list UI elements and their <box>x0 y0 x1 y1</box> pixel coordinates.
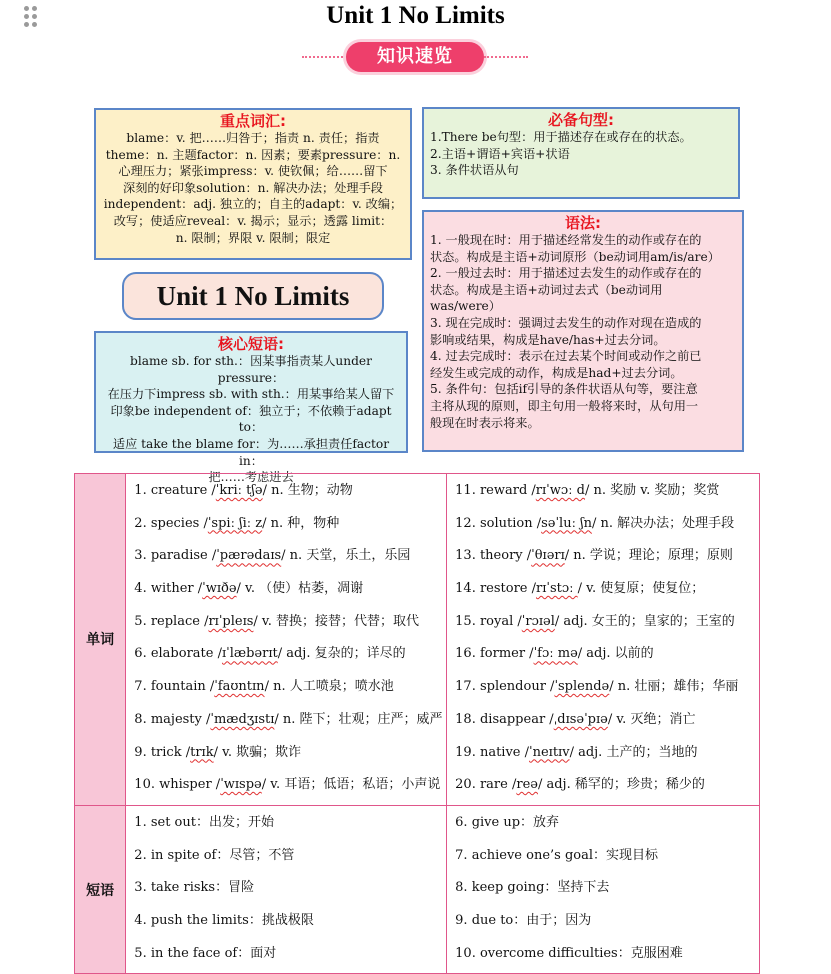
word-entry <box>455 707 759 740</box>
word-phonetic: rɪˈpleɪs <box>208 613 254 629</box>
phrase-entry: 6. give up：放弃 <box>455 814 560 830</box>
word-entry <box>134 478 446 511</box>
word-headword: 4. wither / <box>134 581 203 597</box>
sentence-patterns-text: 1.There be句型：用于描述存在或存在的状态。 2.主语+谓语+宾语+状语 3. 条件状语从句 <box>430 130 692 178</box>
word-entry <box>134 674 446 707</box>
word-definition: / n. 陛下；壮观；庄严；威严 <box>274 711 443 727</box>
section-banner <box>300 42 530 72</box>
phrase-entry: 1. set out：出发；开始 <box>134 814 274 830</box>
word-entry <box>455 641 759 674</box>
word-definition: / adj. 稀罕的；珍贵；稀少的 <box>537 777 705 793</box>
word-phonetic: ˈspiː ʃiː z <box>207 515 263 531</box>
word-entry <box>455 543 759 576</box>
key-vocabulary-text: blame：v. 把……归咎于；指责 n. 责任；指责 theme：n. 主题factor：n. 因素；要素pressure：n. 心理压力；紧张impress：v. 使钦佩；给……留下 深刻的好印象solution：n. 解决办法；处理手段 independent：adj. 独立的；自主的adapt：v. 改编； 改写；使适应reveal：v. 揭示；显示；透露 limit： n. 限制；界限 v. 限制；限定 <box>103 131 403 245</box>
word-definition: / v. 使复原；使复位； <box>577 581 705 597</box>
word-entry <box>134 641 446 674</box>
word-headword: 10. whisper / <box>134 777 221 793</box>
banner-divider-left <box>302 56 346 58</box>
word-headword: 6. elaborate / <box>134 646 222 662</box>
word-entry <box>455 740 759 773</box>
word-headword: 3. paradise / <box>134 548 217 564</box>
vocabulary-table <box>74 473 760 974</box>
words-right-column <box>447 474 760 806</box>
sentence-patterns-heading: 必备句型: <box>548 111 614 129</box>
banner-divider-right <box>484 56 528 58</box>
word-phonetic: ˈfɔː mə <box>533 646 578 662</box>
grammar-heading: 语法: <box>565 214 601 232</box>
word-definition: / n. 生物；动物 <box>262 483 353 498</box>
word-phonetic: rɪˈwɔː d <box>535 483 585 498</box>
word-phonetic: rɪˈstɔː <box>536 581 578 597</box>
word-entry <box>134 740 446 773</box>
phrase-entry: 3. take risks：冒险 <box>134 880 255 896</box>
word-headword: 14. restore / <box>455 581 537 597</box>
word-entry <box>134 609 446 642</box>
word-definition: / n. 解决办法；处理手段 <box>591 515 735 531</box>
word-headword: 19. native / <box>455 744 530 760</box>
word-definition: / n. 奖励 v. 奖励；奖赏 <box>585 483 720 498</box>
word-definition: / adj. 女王的；皇家的；王室的 <box>554 613 735 629</box>
word-definition: / v. 欺骗；欺诈 <box>213 744 302 760</box>
phrase-entry: 9. due to：由于；因为 <box>455 912 592 928</box>
word-phonetic: ˈsplendə <box>554 679 610 695</box>
word-headword: 7. fountain / <box>134 679 215 695</box>
core-phrases-box <box>94 331 408 485</box>
grammar-box <box>422 210 744 452</box>
page-title: Unit 1 No Limits <box>326 2 505 29</box>
word-headword: 5. replace / <box>134 613 209 629</box>
word-phonetic: ˈwɪðə <box>202 581 237 597</box>
word-phonetic: ɪˈlæbərɪt <box>221 646 278 662</box>
word-headword: 18. disappear / <box>455 711 554 727</box>
word-definition: / adj. 复杂的；详尽的 <box>277 646 406 662</box>
word-headword: 13. theory / <box>455 548 532 564</box>
word-definition: / adj. 土产的；当地的 <box>569 744 698 760</box>
word-phonetic: ˈkriː tʃə <box>215 483 263 498</box>
word-headword: 16. former / <box>455 646 534 662</box>
word-definition: / adj. 以前的 <box>577 646 654 662</box>
word-definition: / v. 替换；接替；代替；取代 <box>253 613 420 629</box>
word-phonetic: səˈluː ʃn <box>541 515 592 531</box>
grammar-text: 1. 一般现在时：用于描述经常发生的动作或存在的 状态。构成是主语+动词原形（be动词用am/is/are） 2. 一般过去时：用于描述过去发生的动作或存在的 状态。构成是主语+动词过去式（be动词用 was/were） 3. 现在完成时：强调过去发生的动作对现在造成的 影响或结果，构成是have/has+过去分词。 4. 过去完成时：表示在过去某个时间或动作之前已 经发生或完成的动作，构成是had+过去分词。 5. 条件句：包括if引导的条件状语从句等，要注意 主将从现的原则，即主句用一般将来时，从句用一 般现在时表示将来。 <box>430 233 720 430</box>
word-phonetic: ˈfaʊntɪn <box>214 679 265 695</box>
word-entry <box>134 707 446 740</box>
word-definition: / n. 人工喷泉；喷水池 <box>264 679 394 695</box>
phrase-entry: 4. push the limits：挑战极限 <box>134 912 314 928</box>
word-entry <box>134 543 446 576</box>
phrase-entry: 10. overcome difficulties：克服困难 <box>455 945 683 961</box>
word-entry <box>455 674 759 707</box>
word-phonetic: ˈmædʒɪstɪ <box>210 711 275 727</box>
word-phonetic: trɪk <box>190 744 214 760</box>
word-definition: / n. 学说；理论；原理；原则 <box>564 548 733 564</box>
word-headword: 11. reward / <box>455 483 536 498</box>
words-category-label: 单词 <box>75 474 126 806</box>
word-phonetic: ˈrɔɪəl <box>521 613 555 629</box>
phrases-right-column <box>447 805 760 973</box>
word-entry <box>455 576 759 609</box>
key-vocabulary-heading: 重点词汇: <box>220 112 286 130</box>
word-headword: 20. rare / <box>455 777 517 793</box>
core-phrases-heading: 核心短语: <box>218 335 284 353</box>
word-phonetic: ˈwɪspə <box>220 777 262 793</box>
word-headword: 12. solution / <box>455 515 542 531</box>
word-phonetic: ˈθɪərɪ <box>531 548 565 564</box>
banner-label: 知识速览 <box>346 42 484 72</box>
phrases-left-column <box>126 805 447 973</box>
word-headword: 2. species / <box>134 515 208 531</box>
word-headword: 1. creature / <box>134 483 216 498</box>
phrase-entry: 8. keep going：坚持下去 <box>455 880 610 896</box>
word-headword: 15. royal / <box>455 613 522 629</box>
word-definition: / n. 壮丽；雄伟；华丽 <box>609 679 739 695</box>
word-phonetic: ˈpærədaɪs <box>216 548 282 564</box>
core-phrases-text: blame sb. for sth.：因某事指责某人under pressure： 在压力下impress sb. with sth.：用某事给某人留下 印象be independent of：独立于；不依赖于adapt to： 适应 take the blame for：为……承担责任factor in： 把……考虑进去 <box>107 354 395 485</box>
word-entry <box>134 511 446 544</box>
unit-title-node: Unit 1 No Limits <box>122 272 384 320</box>
phrase-entry: 5. in the face of：面对 <box>134 945 277 961</box>
word-definition: / v. 耳语；低语；私语；小声说 <box>261 777 441 793</box>
word-entry <box>134 772 446 805</box>
words-row <box>75 474 760 806</box>
phrase-entry: 2. in spite of：尽管；不管 <box>134 847 295 863</box>
sentence-patterns-box <box>422 107 740 199</box>
phrases-category-label: 短语 <box>75 805 126 973</box>
word-entry <box>455 772 759 805</box>
word-entry <box>455 609 759 642</box>
word-entry <box>455 478 759 511</box>
word-entry <box>134 576 446 609</box>
word-headword: 17. splendour / <box>455 679 555 695</box>
key-vocabulary-box <box>94 108 412 260</box>
word-definition: / n. 种，物种 <box>262 515 340 531</box>
phrase-entry: 7. achieve one’s goal：实现目标 <box>455 847 659 863</box>
word-phonetic: ˈneɪtɪv <box>529 744 570 760</box>
word-definition: / v. （使）枯萎，凋谢 <box>236 581 364 597</box>
word-phonetic: ˌdɪsəˈpɪə <box>553 711 608 727</box>
word-definition: / n. 天堂，乐土，乐园 <box>281 548 411 564</box>
word-definition: / v. 灭绝；消亡 <box>607 711 696 727</box>
word-headword: 9. trick / <box>134 744 191 760</box>
word-phonetic: reə <box>516 777 538 793</box>
word-headword: 8. majesty / <box>134 711 211 727</box>
word-entry <box>455 511 759 544</box>
phrases-row <box>75 805 760 973</box>
words-left-column <box>126 474 447 806</box>
